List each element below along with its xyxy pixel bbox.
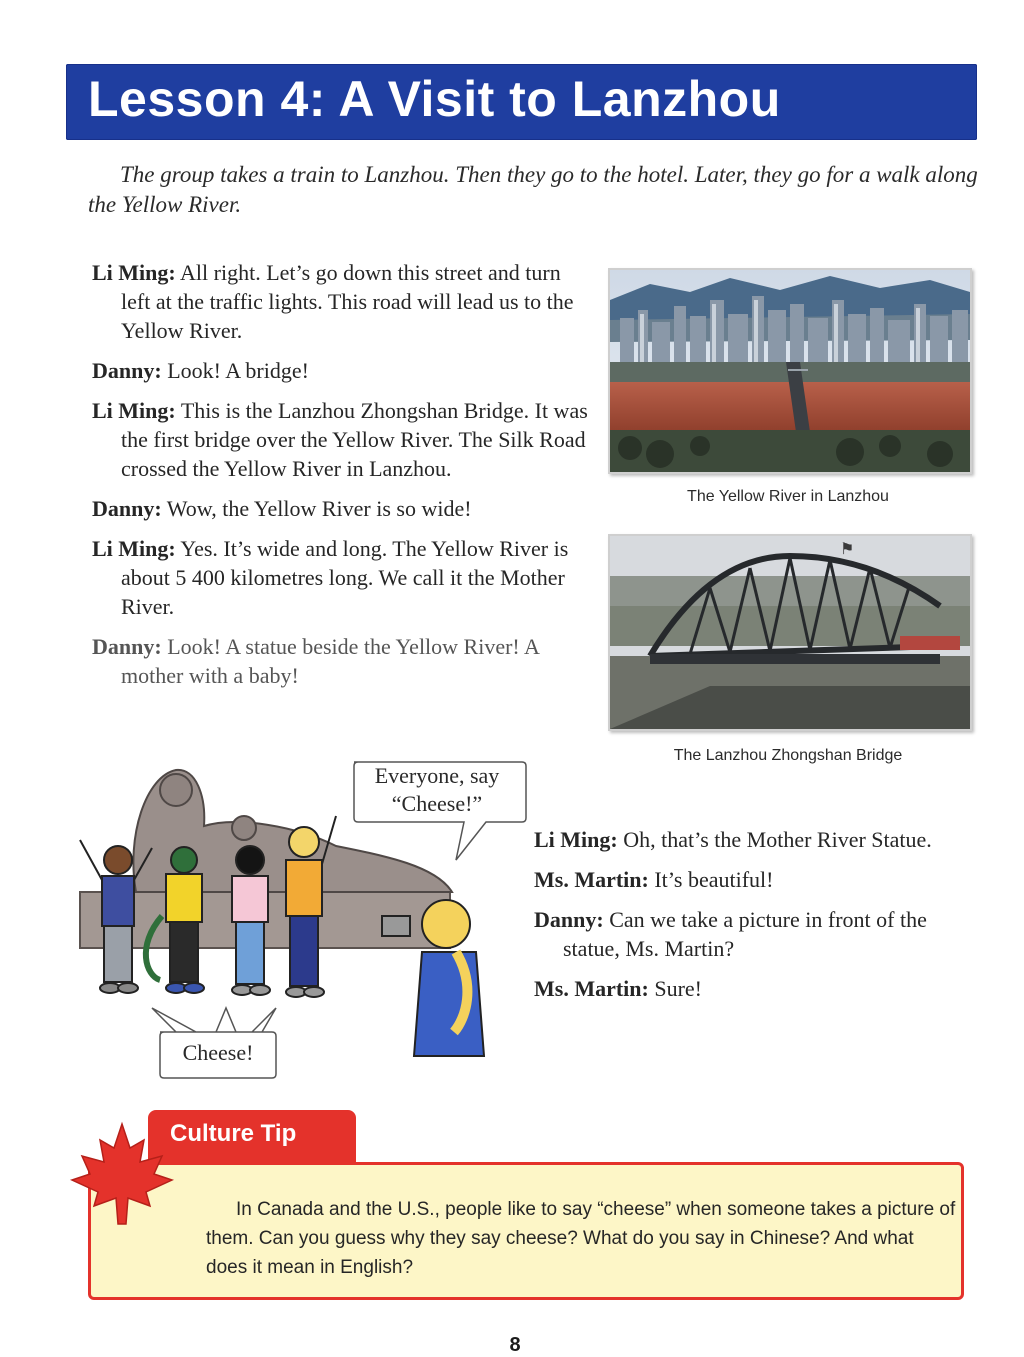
speaker-name: Li Ming:	[92, 260, 176, 285]
speaker-name: Ms. Martin:	[534, 867, 649, 892]
intro-text: The group takes a train to Lanzhou. Then they go to the hotel. Later, they go for a walk along the Yellow River.	[88, 162, 978, 217]
speaker-name: Danny:	[92, 496, 162, 521]
dialogue-line	[92, 258, 590, 345]
dialogue-text: Oh, that’s the Mother River Statue.	[623, 827, 932, 852]
dialogue-line	[92, 494, 590, 523]
page-title: Lesson 4: A Visit to Lanzhou	[88, 71, 781, 127]
dialogue-line	[92, 534, 590, 621]
culture-tip-text: In Canada and the U.S., people like to say “cheese” when someone takes a picture of them. Can you guess why they say cheese? What do you say in Chinese? And what does it mean in English?	[206, 1199, 956, 1278]
dialogue-text: Wow, the Yellow River is so wide!	[166, 496, 472, 521]
dialogue-line	[534, 825, 984, 854]
zhongshan-bridge-photo	[608, 534, 972, 731]
page-number: 8	[509, 1334, 521, 1356]
speaker-name: Ms. Martin:	[534, 976, 649, 1001]
speaker-name: Li Ming:	[92, 536, 176, 561]
maple-leaf-icon	[66, 1118, 178, 1230]
dialogue-text: This is the Lanzhou Zhongshan Bridge. It was the first bridge over the Yellow River. The Silk Road crossed the Yellow River in Lanzhou.	[121, 398, 588, 481]
zhongshan-bridge-caption: The Lanzhou Zhongshan Bridge	[673, 747, 903, 764]
dialogue-text: Look! A bridge!	[167, 358, 309, 383]
dialogue-text: Sure!	[654, 976, 703, 1001]
zhongshan-bridge-image	[610, 536, 970, 729]
speaker-name: Danny:	[92, 634, 162, 659]
dialogue-bottom	[534, 825, 984, 1014]
dialogue-text: Can we take a picture in front of the statue, Ms. Martin?	[563, 907, 927, 961]
dialogue-text: Look! A statue beside the Yellow River! A mother with a baby!	[121, 634, 539, 688]
speaker-name: Li Ming:	[92, 398, 176, 423]
bubble-line: “Cheese!”	[391, 791, 483, 816]
bubble-line: Everyone, say	[374, 763, 500, 788]
culture-tip-title: Culture Tip	[170, 1120, 297, 1147]
dialogue-line	[92, 396, 590, 483]
yellow-river-image	[610, 270, 970, 472]
culture-tip-tab	[148, 1110, 356, 1162]
dialogue-line	[534, 974, 984, 1003]
yellow-river-caption: The Yellow River in Lanzhou	[687, 488, 889, 505]
dialogue-line	[92, 356, 590, 385]
culture-tip-box	[88, 1162, 964, 1300]
yellow-river-photo	[608, 268, 972, 474]
dialogue-text: All right. Let’s go down this street and turn left at the traffic lights. This road will lead us to the Yellow River.	[121, 260, 574, 343]
dialogue-text: It’s beautiful!	[654, 867, 774, 892]
svg-text:⚑: ⚑	[840, 539, 855, 558]
everyone-speech-bubble	[352, 762, 522, 818]
dialogue-line	[92, 632, 590, 690]
dialogue-line	[534, 865, 984, 894]
dialogue-top	[92, 258, 590, 701]
dialogue-line	[534, 905, 984, 963]
title-banner	[66, 64, 977, 140]
speaker-name: Li Ming:	[534, 827, 618, 852]
speaker-name: Danny:	[92, 358, 162, 383]
dialogue-text: Yes. It’s wide and long. The Yellow River is about 5 400 kilometres long. We call it the Mother River.	[121, 536, 569, 619]
cheese-speech-bubble: Cheese!	[182, 1040, 254, 1065]
speaker-name: Danny:	[534, 907, 604, 932]
